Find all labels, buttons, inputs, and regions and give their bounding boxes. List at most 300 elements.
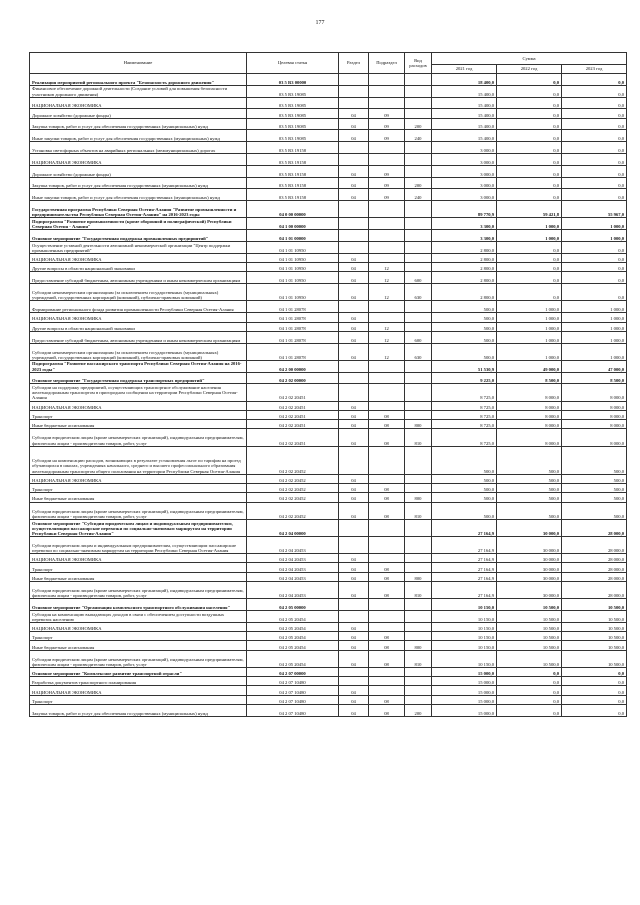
row-code: 04 2 07 10480 bbox=[247, 677, 339, 686]
row-name: Транспорт bbox=[30, 563, 247, 572]
table-row bbox=[30, 622, 627, 631]
row-expense-type bbox=[405, 218, 432, 230]
row-subsection bbox=[369, 554, 405, 563]
row-subsection bbox=[369, 85, 405, 97]
row-subsection bbox=[369, 446, 405, 474]
row-subsection bbox=[369, 313, 405, 322]
row-subsection bbox=[369, 218, 405, 230]
row-code: 03 5 R3 19085 bbox=[247, 97, 339, 109]
row-name: Иные бюджетные ассигнования bbox=[30, 641, 247, 650]
row-name: НАЦИОНАЛЬНАЯ ЭКОНОМИКА bbox=[30, 154, 247, 166]
row-expense-type: 240 bbox=[405, 130, 432, 142]
table-row bbox=[30, 272, 627, 284]
row-value-2021: 500,0 bbox=[432, 343, 497, 360]
row-section: 04 bbox=[339, 420, 369, 429]
row-section: 04 bbox=[339, 401, 369, 410]
row-value-2022: 0,0 bbox=[497, 177, 562, 189]
row-value-2022: 0,0 bbox=[497, 85, 562, 97]
row-code: 04 2 04 20453 bbox=[247, 536, 339, 553]
row-expense-type bbox=[405, 622, 432, 631]
header-row bbox=[30, 53, 627, 65]
header-expense-type: Вид расходов bbox=[405, 53, 432, 74]
row-value-2021: 500,0 bbox=[432, 493, 497, 502]
row-value-2022: 0,0 bbox=[497, 695, 562, 704]
row-value-2022: 0,0 bbox=[497, 686, 562, 695]
table-row bbox=[30, 493, 627, 502]
row-value-2023: 28 000,0 bbox=[562, 519, 627, 536]
row-subsection: 09 bbox=[369, 130, 405, 142]
row-value-2022: 1 000,0 bbox=[497, 301, 562, 313]
row-value-2023: 10 500,0 bbox=[562, 632, 627, 641]
row-expense-type bbox=[405, 109, 432, 118]
row-value-2022: 1 000,0 bbox=[497, 331, 562, 343]
table-row bbox=[30, 502, 627, 519]
row-name: Другие вопросы в области национальной экономики bbox=[30, 263, 247, 272]
row-value-2021: 3 300,0 bbox=[432, 230, 497, 242]
row-subsection: 12 bbox=[369, 272, 405, 284]
row-subsection bbox=[369, 610, 405, 622]
row-section bbox=[339, 519, 369, 536]
row-code: 04 1 01 10950 bbox=[247, 272, 339, 284]
table-row bbox=[30, 74, 627, 86]
row-code: 04 2 02 20452 bbox=[247, 493, 339, 502]
row-value-2022: 0,0 bbox=[497, 705, 562, 717]
row-value-2023: 0,0 bbox=[562, 677, 627, 686]
row-value-2021: 10 150,0 bbox=[432, 622, 497, 631]
row-section: 04 bbox=[339, 474, 369, 483]
row-subsection bbox=[369, 253, 405, 262]
header-2021: 2021 год bbox=[432, 65, 497, 74]
row-value-2022: 0,0 bbox=[497, 154, 562, 166]
row-section bbox=[339, 242, 369, 254]
row-value-2021: 10 150,0 bbox=[432, 650, 497, 667]
table-row bbox=[30, 360, 627, 372]
row-expense-type: 810 bbox=[405, 582, 432, 599]
row-value-2021: 2 800,0 bbox=[432, 253, 497, 262]
row-name: Реализация мероприятий регионального проекта "Безопасность дорожного движения" bbox=[30, 74, 247, 86]
row-expense-type: 800 bbox=[405, 641, 432, 650]
row-value-2023: 0,0 bbox=[562, 177, 627, 189]
row-value-2021: 8 725,0 bbox=[432, 420, 497, 429]
row-value-2021: 18 400,0 bbox=[432, 74, 497, 86]
row-section: 04 bbox=[339, 130, 369, 142]
row-code: 03 5 R3 19158 bbox=[247, 165, 339, 177]
row-expense-type: 200 bbox=[405, 177, 432, 189]
row-code: 03 5 R3 19158 bbox=[247, 154, 339, 166]
table-row bbox=[30, 650, 627, 667]
row-value-2021: 8 725,0 bbox=[432, 429, 497, 446]
header-name: Наименование bbox=[30, 53, 247, 74]
row-value-2022: 30 000,0 bbox=[497, 519, 562, 536]
row-expense-type bbox=[405, 372, 432, 384]
header-sum: Сумма bbox=[432, 53, 627, 65]
row-subsection: 09 bbox=[369, 189, 405, 201]
table-row bbox=[30, 667, 627, 676]
row-name: Иные бюджетные ассигнования bbox=[30, 420, 247, 429]
row-name: Субсидии юридическим лицам (кроме некоммерческих организаций), индивидуальным предпринимателям, физическим лицам - производителям товаров, работ, услуг bbox=[30, 502, 247, 519]
row-code: 04 2 00 00000 bbox=[247, 360, 339, 372]
row-subsection: 08 bbox=[369, 420, 405, 429]
row-section bbox=[339, 677, 369, 686]
row-subsection bbox=[369, 301, 405, 313]
row-expense-type bbox=[405, 313, 432, 322]
row-value-2023: 10 500,0 bbox=[562, 599, 627, 611]
row-code: 04 2 07 10480 bbox=[247, 705, 339, 717]
row-value-2021: 27 164,9 bbox=[432, 582, 497, 599]
row-name: Субсидии на компенсацию расходов, возникающих в результате установления льгот по тарифам на проезд обучающихся в школах, учреждениях начального, среднего и высшего профессионального образования железнодорожным транспортом общего пользования на территории Республики Северная Осетия-Алания bbox=[30, 446, 247, 474]
row-expense-type bbox=[405, 446, 432, 474]
row-subsection: 12 bbox=[369, 263, 405, 272]
row-value-2022: 8 000,0 bbox=[497, 410, 562, 419]
row-name: Закупка товаров, работ и услуг для обеспечения государственных (муниципальных) нужд bbox=[30, 177, 247, 189]
row-code: 04 2 05 00000 bbox=[247, 599, 339, 611]
row-section: 04 bbox=[339, 313, 369, 322]
row-code: 03 5 R3 19158 bbox=[247, 177, 339, 189]
table-row bbox=[30, 446, 627, 474]
row-code: 04 2 02 20451 bbox=[247, 401, 339, 410]
row-code: 04 2 04 20453 bbox=[247, 554, 339, 563]
row-subsection bbox=[369, 142, 405, 154]
row-value-2022: 500,0 bbox=[497, 446, 562, 474]
row-value-2023: 0,0 bbox=[562, 263, 627, 272]
row-value-2021: 15 000,0 bbox=[432, 705, 497, 717]
row-section: 04 bbox=[339, 705, 369, 717]
row-expense-type bbox=[405, 201, 432, 218]
row-subsection: 08 bbox=[369, 650, 405, 667]
row-section: 04 bbox=[339, 563, 369, 572]
row-expense-type bbox=[405, 230, 432, 242]
table-row bbox=[30, 177, 627, 189]
row-value-2022: 8 000,0 bbox=[497, 384, 562, 401]
row-value-2021: 500,0 bbox=[432, 483, 497, 492]
row-value-2021: 500,0 bbox=[432, 474, 497, 483]
row-value-2022: 1 000,0 bbox=[497, 322, 562, 331]
row-subsection bbox=[369, 667, 405, 676]
row-subsection: 09 bbox=[369, 109, 405, 118]
table-row bbox=[30, 705, 627, 717]
row-value-2021: 15 000,0 bbox=[432, 677, 497, 686]
table-row bbox=[30, 483, 627, 492]
row-section: 04 bbox=[339, 189, 369, 201]
row-value-2023: 10 500,0 bbox=[562, 650, 627, 667]
row-value-2022: 8 000,0 bbox=[497, 401, 562, 410]
row-value-2022: 59 421,8 bbox=[497, 201, 562, 218]
table-row bbox=[30, 165, 627, 177]
row-subsection bbox=[369, 519, 405, 536]
row-value-2021: 3 000,0 bbox=[432, 165, 497, 177]
row-expense-type bbox=[405, 97, 432, 109]
row-code: 04 2 02 20451 bbox=[247, 384, 339, 401]
table-row bbox=[30, 313, 627, 322]
row-subsection: 08 bbox=[369, 483, 405, 492]
row-name: Дорожное хозяйство (дорожные фонды) bbox=[30, 109, 247, 118]
row-value-2023: 28 000,0 bbox=[562, 536, 627, 553]
row-value-2022: 10 500,0 bbox=[497, 622, 562, 631]
table-row bbox=[30, 263, 627, 272]
row-value-2022: 0,0 bbox=[497, 130, 562, 142]
row-section: 04 bbox=[339, 582, 369, 599]
row-code: 04 2 05 20454 bbox=[247, 632, 339, 641]
row-name: Основное мероприятие "Субсидии юридическим лицам и индивидуальным предпринимателям, осуществляющим пассажирские перевозки по социально-значимым маршрутам на территории Республики Северная Осетия-Алания" bbox=[30, 519, 247, 536]
row-code: 03 5 R3 19158 bbox=[247, 142, 339, 154]
row-name: Субсидии юридическим лицам (кроме некоммерческих организаций), индивидуальным предпринимателям, физическим лицам - производителям товаров, работ, услуг bbox=[30, 650, 247, 667]
row-expense-type bbox=[405, 599, 432, 611]
row-code: 04 2 02 20452 bbox=[247, 483, 339, 492]
row-name: Государственная программа Республики Северная Осетия-Алания "Развитие промышленности и предпринимательства Республики Северная Осетия-Алания" на 2016-2023 годы bbox=[30, 201, 247, 218]
row-value-2022: 0,0 bbox=[497, 97, 562, 109]
row-value-2021: 15 400,0 bbox=[432, 130, 497, 142]
row-value-2023: 1 000,0 bbox=[562, 218, 627, 230]
table-row bbox=[30, 130, 627, 142]
row-subsection bbox=[369, 74, 405, 86]
row-name: Другие вопросы в области национальной экономики bbox=[30, 322, 247, 331]
row-expense-type bbox=[405, 263, 432, 272]
row-value-2022: 1 000,0 bbox=[497, 218, 562, 230]
row-value-2021: 3 300,0 bbox=[432, 218, 497, 230]
table-row bbox=[30, 410, 627, 419]
row-value-2021: 15 400,0 bbox=[432, 85, 497, 97]
row-value-2023: 1 000,0 bbox=[562, 322, 627, 331]
row-section: 04 bbox=[339, 554, 369, 563]
row-name: НАЦИОНАЛЬНАЯ ЭКОНОМИКА bbox=[30, 253, 247, 262]
row-value-2023: 0,0 bbox=[562, 109, 627, 118]
table-row bbox=[30, 632, 627, 641]
row-code: 04 1 01 28078 bbox=[247, 313, 339, 322]
row-expense-type bbox=[405, 401, 432, 410]
row-value-2023: 55 967,0 bbox=[562, 201, 627, 218]
row-value-2021: 3 000,0 bbox=[432, 189, 497, 201]
row-value-2021: 51 530,9 bbox=[432, 360, 497, 372]
row-section: 04 bbox=[339, 272, 369, 284]
row-value-2023: 0,0 bbox=[562, 253, 627, 262]
row-code: 04 2 04 20453 bbox=[247, 572, 339, 581]
row-expense-type bbox=[405, 74, 432, 86]
row-value-2022: 30 000,0 bbox=[497, 572, 562, 581]
row-value-2022: 0,0 bbox=[497, 189, 562, 201]
table-row bbox=[30, 85, 627, 97]
table-row bbox=[30, 384, 627, 401]
row-value-2021: 10 150,0 bbox=[432, 641, 497, 650]
row-expense-type: 800 bbox=[405, 420, 432, 429]
row-name: Основное мероприятие "Государственная поддержка промышленных предприятий" bbox=[30, 230, 247, 242]
row-section: 04 bbox=[339, 622, 369, 631]
row-code: 04 1 00 00000 bbox=[247, 218, 339, 230]
table-row bbox=[30, 554, 627, 563]
row-subsection: 09 bbox=[369, 177, 405, 189]
row-section bbox=[339, 154, 369, 166]
row-value-2021: 500,0 bbox=[432, 322, 497, 331]
row-value-2022: 0,0 bbox=[497, 109, 562, 118]
row-section: 04 bbox=[339, 695, 369, 704]
row-value-2021: 15 000,0 bbox=[432, 695, 497, 704]
row-section: 04 bbox=[339, 632, 369, 641]
row-value-2021: 8 725,0 bbox=[432, 410, 497, 419]
row-value-2022: 30 000,0 bbox=[497, 582, 562, 599]
row-value-2022: 1 000,0 bbox=[497, 343, 562, 360]
row-value-2022: 0,0 bbox=[497, 74, 562, 86]
row-value-2021: 3 000,0 bbox=[432, 142, 497, 154]
row-value-2021: 27 164,9 bbox=[432, 572, 497, 581]
row-name: НАЦИОНАЛЬНАЯ ЭКОНОМИКА bbox=[30, 474, 247, 483]
row-name: Установка светофорных объектов на аварийных региональных (межмуниципальных) дорогах bbox=[30, 142, 247, 154]
header-code: Целевая статья bbox=[247, 53, 339, 74]
table-row bbox=[30, 343, 627, 360]
row-expense-type bbox=[405, 695, 432, 704]
row-name: Разработка документов транспортного планирования bbox=[30, 677, 247, 686]
row-name: Иные бюджетные ассигнования bbox=[30, 493, 247, 502]
row-code: 04 2 02 00000 bbox=[247, 372, 339, 384]
row-expense-type bbox=[405, 253, 432, 262]
row-section: 04 bbox=[339, 429, 369, 446]
row-section bbox=[339, 301, 369, 313]
table-row bbox=[30, 242, 627, 254]
row-section bbox=[339, 384, 369, 401]
row-value-2022: 30 000,0 bbox=[497, 563, 562, 572]
row-section bbox=[339, 218, 369, 230]
table-row bbox=[30, 331, 627, 343]
row-section bbox=[339, 142, 369, 154]
table-body bbox=[30, 74, 627, 717]
row-name: Транспорт bbox=[30, 632, 247, 641]
row-code: 04 2 05 20454 bbox=[247, 622, 339, 631]
row-value-2023: 1 000,0 bbox=[562, 343, 627, 360]
row-value-2023: 1 000,0 bbox=[562, 313, 627, 322]
row-section: 04 bbox=[339, 572, 369, 581]
row-value-2023: 0,0 bbox=[562, 97, 627, 109]
row-code: 03 5 R3 19158 bbox=[247, 189, 339, 201]
row-section: 04 bbox=[339, 284, 369, 301]
row-value-2022: 0,0 bbox=[497, 272, 562, 284]
row-value-2023: 28 000,0 bbox=[562, 563, 627, 572]
row-value-2021: 2 800,0 bbox=[432, 284, 497, 301]
row-code: 04 1 01 28078 bbox=[247, 343, 339, 360]
row-value-2022: 0,0 bbox=[497, 253, 562, 262]
row-expense-type: 810 bbox=[405, 650, 432, 667]
row-name: Предоставление субсидий бюджетным, автономным учреждениям и иным некоммерческим организациям bbox=[30, 331, 247, 343]
row-value-2021: 27 164,9 bbox=[432, 536, 497, 553]
row-section bbox=[339, 372, 369, 384]
row-expense-type bbox=[405, 474, 432, 483]
row-value-2022: 0,0 bbox=[497, 263, 562, 272]
row-expense-type bbox=[405, 142, 432, 154]
row-section: 04 bbox=[339, 253, 369, 262]
row-code: 04 1 01 10950 bbox=[247, 284, 339, 301]
row-name: Субсидия на компенсацию выпадающих доходов в связи с обеспечением доступности воздушных перевозок населению bbox=[30, 610, 247, 622]
row-value-2021: 10 150,0 bbox=[432, 632, 497, 641]
row-code: 03 5 R3 19085 bbox=[247, 85, 339, 97]
row-section: 04 bbox=[339, 263, 369, 272]
table-row bbox=[30, 253, 627, 262]
row-value-2022: 1 000,0 bbox=[497, 230, 562, 242]
row-subsection: 09 bbox=[369, 165, 405, 177]
row-name: Транспорт bbox=[30, 410, 247, 419]
table-row bbox=[30, 322, 627, 331]
header-section: Раздел bbox=[339, 53, 369, 74]
row-value-2022: 10 500,0 bbox=[497, 650, 562, 667]
row-subsection: 08 bbox=[369, 410, 405, 419]
row-subsection: 08 bbox=[369, 563, 405, 572]
row-code: 04 2 02 20452 bbox=[247, 502, 339, 519]
row-code: 04 2 02 20451 bbox=[247, 429, 339, 446]
row-expense-type: 200 bbox=[405, 705, 432, 717]
row-value-2023: 8 500,0 bbox=[562, 372, 627, 384]
row-name: Закупка товаров, работ и услуг для обеспечения государственных (муниципальных) нужд bbox=[30, 118, 247, 130]
row-code: 04 1 01 28078 bbox=[247, 322, 339, 331]
row-code: 04 2 02 20451 bbox=[247, 420, 339, 429]
row-expense-type bbox=[405, 554, 432, 563]
row-value-2023: 500,0 bbox=[562, 493, 627, 502]
row-value-2021: 500,0 bbox=[432, 502, 497, 519]
table-row bbox=[30, 563, 627, 572]
row-expense-type bbox=[405, 563, 432, 572]
row-value-2022: 500,0 bbox=[497, 474, 562, 483]
row-value-2021: 8 725,0 bbox=[432, 401, 497, 410]
row-value-2022: 10 500,0 bbox=[497, 632, 562, 641]
row-expense-type bbox=[405, 483, 432, 492]
table-row bbox=[30, 686, 627, 695]
row-section bbox=[339, 85, 369, 97]
row-code: 04 2 05 20454 bbox=[247, 610, 339, 622]
row-code: 04 1 01 00000 bbox=[247, 230, 339, 242]
row-section: 04 bbox=[339, 686, 369, 695]
row-expense-type bbox=[405, 384, 432, 401]
row-code: 04 2 05 20454 bbox=[247, 650, 339, 667]
row-expense-type bbox=[405, 322, 432, 331]
row-section bbox=[339, 599, 369, 611]
row-value-2023: 8 000,0 bbox=[562, 384, 627, 401]
row-value-2023: 500,0 bbox=[562, 474, 627, 483]
row-name: Закупка товаров, работ и услуг для обеспечения государственных (муниципальных) нужд bbox=[30, 705, 247, 717]
row-subsection: 12 bbox=[369, 284, 405, 301]
row-value-2023: 47 000,0 bbox=[562, 360, 627, 372]
row-name: Субсидии юридическим лицам и индивидуальным предпринимателям, осуществляющим пассажирские перевозки по социально-значимым маршрутам на территории Республики Северная Осетия-Алания bbox=[30, 536, 247, 553]
table-row bbox=[30, 519, 627, 536]
row-value-2021: 15 400,0 bbox=[432, 97, 497, 109]
row-section bbox=[339, 201, 369, 218]
row-value-2023: 28 000,0 bbox=[562, 582, 627, 599]
row-value-2022: 0,0 bbox=[497, 242, 562, 254]
table-row bbox=[30, 572, 627, 581]
row-section bbox=[339, 446, 369, 474]
row-value-2023: 0,0 bbox=[562, 705, 627, 717]
row-value-2022: 0,0 bbox=[497, 677, 562, 686]
row-expense-type bbox=[405, 410, 432, 419]
row-value-2022: 0,0 bbox=[497, 142, 562, 154]
row-expense-type bbox=[405, 85, 432, 97]
row-value-2021: 3 000,0 bbox=[432, 154, 497, 166]
row-value-2021: 15 400,0 bbox=[432, 109, 497, 118]
row-subsection bbox=[369, 401, 405, 410]
row-name: Основное мероприятие "Государственная поддержка транспортных предприятий" bbox=[30, 372, 247, 384]
row-name: НАЦИОНАЛЬНАЯ ЭКОНОМИКА bbox=[30, 313, 247, 322]
row-name: Осуществление уставной деятельности автономной некоммерческой организации "Центр поддержки промышленных предприятий" bbox=[30, 242, 247, 254]
row-value-2022: 500,0 bbox=[497, 493, 562, 502]
row-value-2022: 10 500,0 bbox=[497, 599, 562, 611]
row-subsection bbox=[369, 154, 405, 166]
row-section: 04 bbox=[339, 410, 369, 419]
row-subsection: 09 bbox=[369, 118, 405, 130]
row-expense-type bbox=[405, 360, 432, 372]
row-value-2021: 27 164,9 bbox=[432, 519, 497, 536]
row-name: Основное мероприятие "Организация комплексного транспортного обслуживания населения" bbox=[30, 599, 247, 611]
row-name: Дорожное хозяйство (дорожные фонды) bbox=[30, 165, 247, 177]
row-code: 04 2 04 20453 bbox=[247, 582, 339, 599]
row-value-2022: 49 000,0 bbox=[497, 360, 562, 372]
row-section bbox=[339, 610, 369, 622]
row-value-2022: 30 000,0 bbox=[497, 554, 562, 563]
row-value-2022: 10 500,0 bbox=[497, 641, 562, 650]
row-code: 04 2 04 20453 bbox=[247, 563, 339, 572]
